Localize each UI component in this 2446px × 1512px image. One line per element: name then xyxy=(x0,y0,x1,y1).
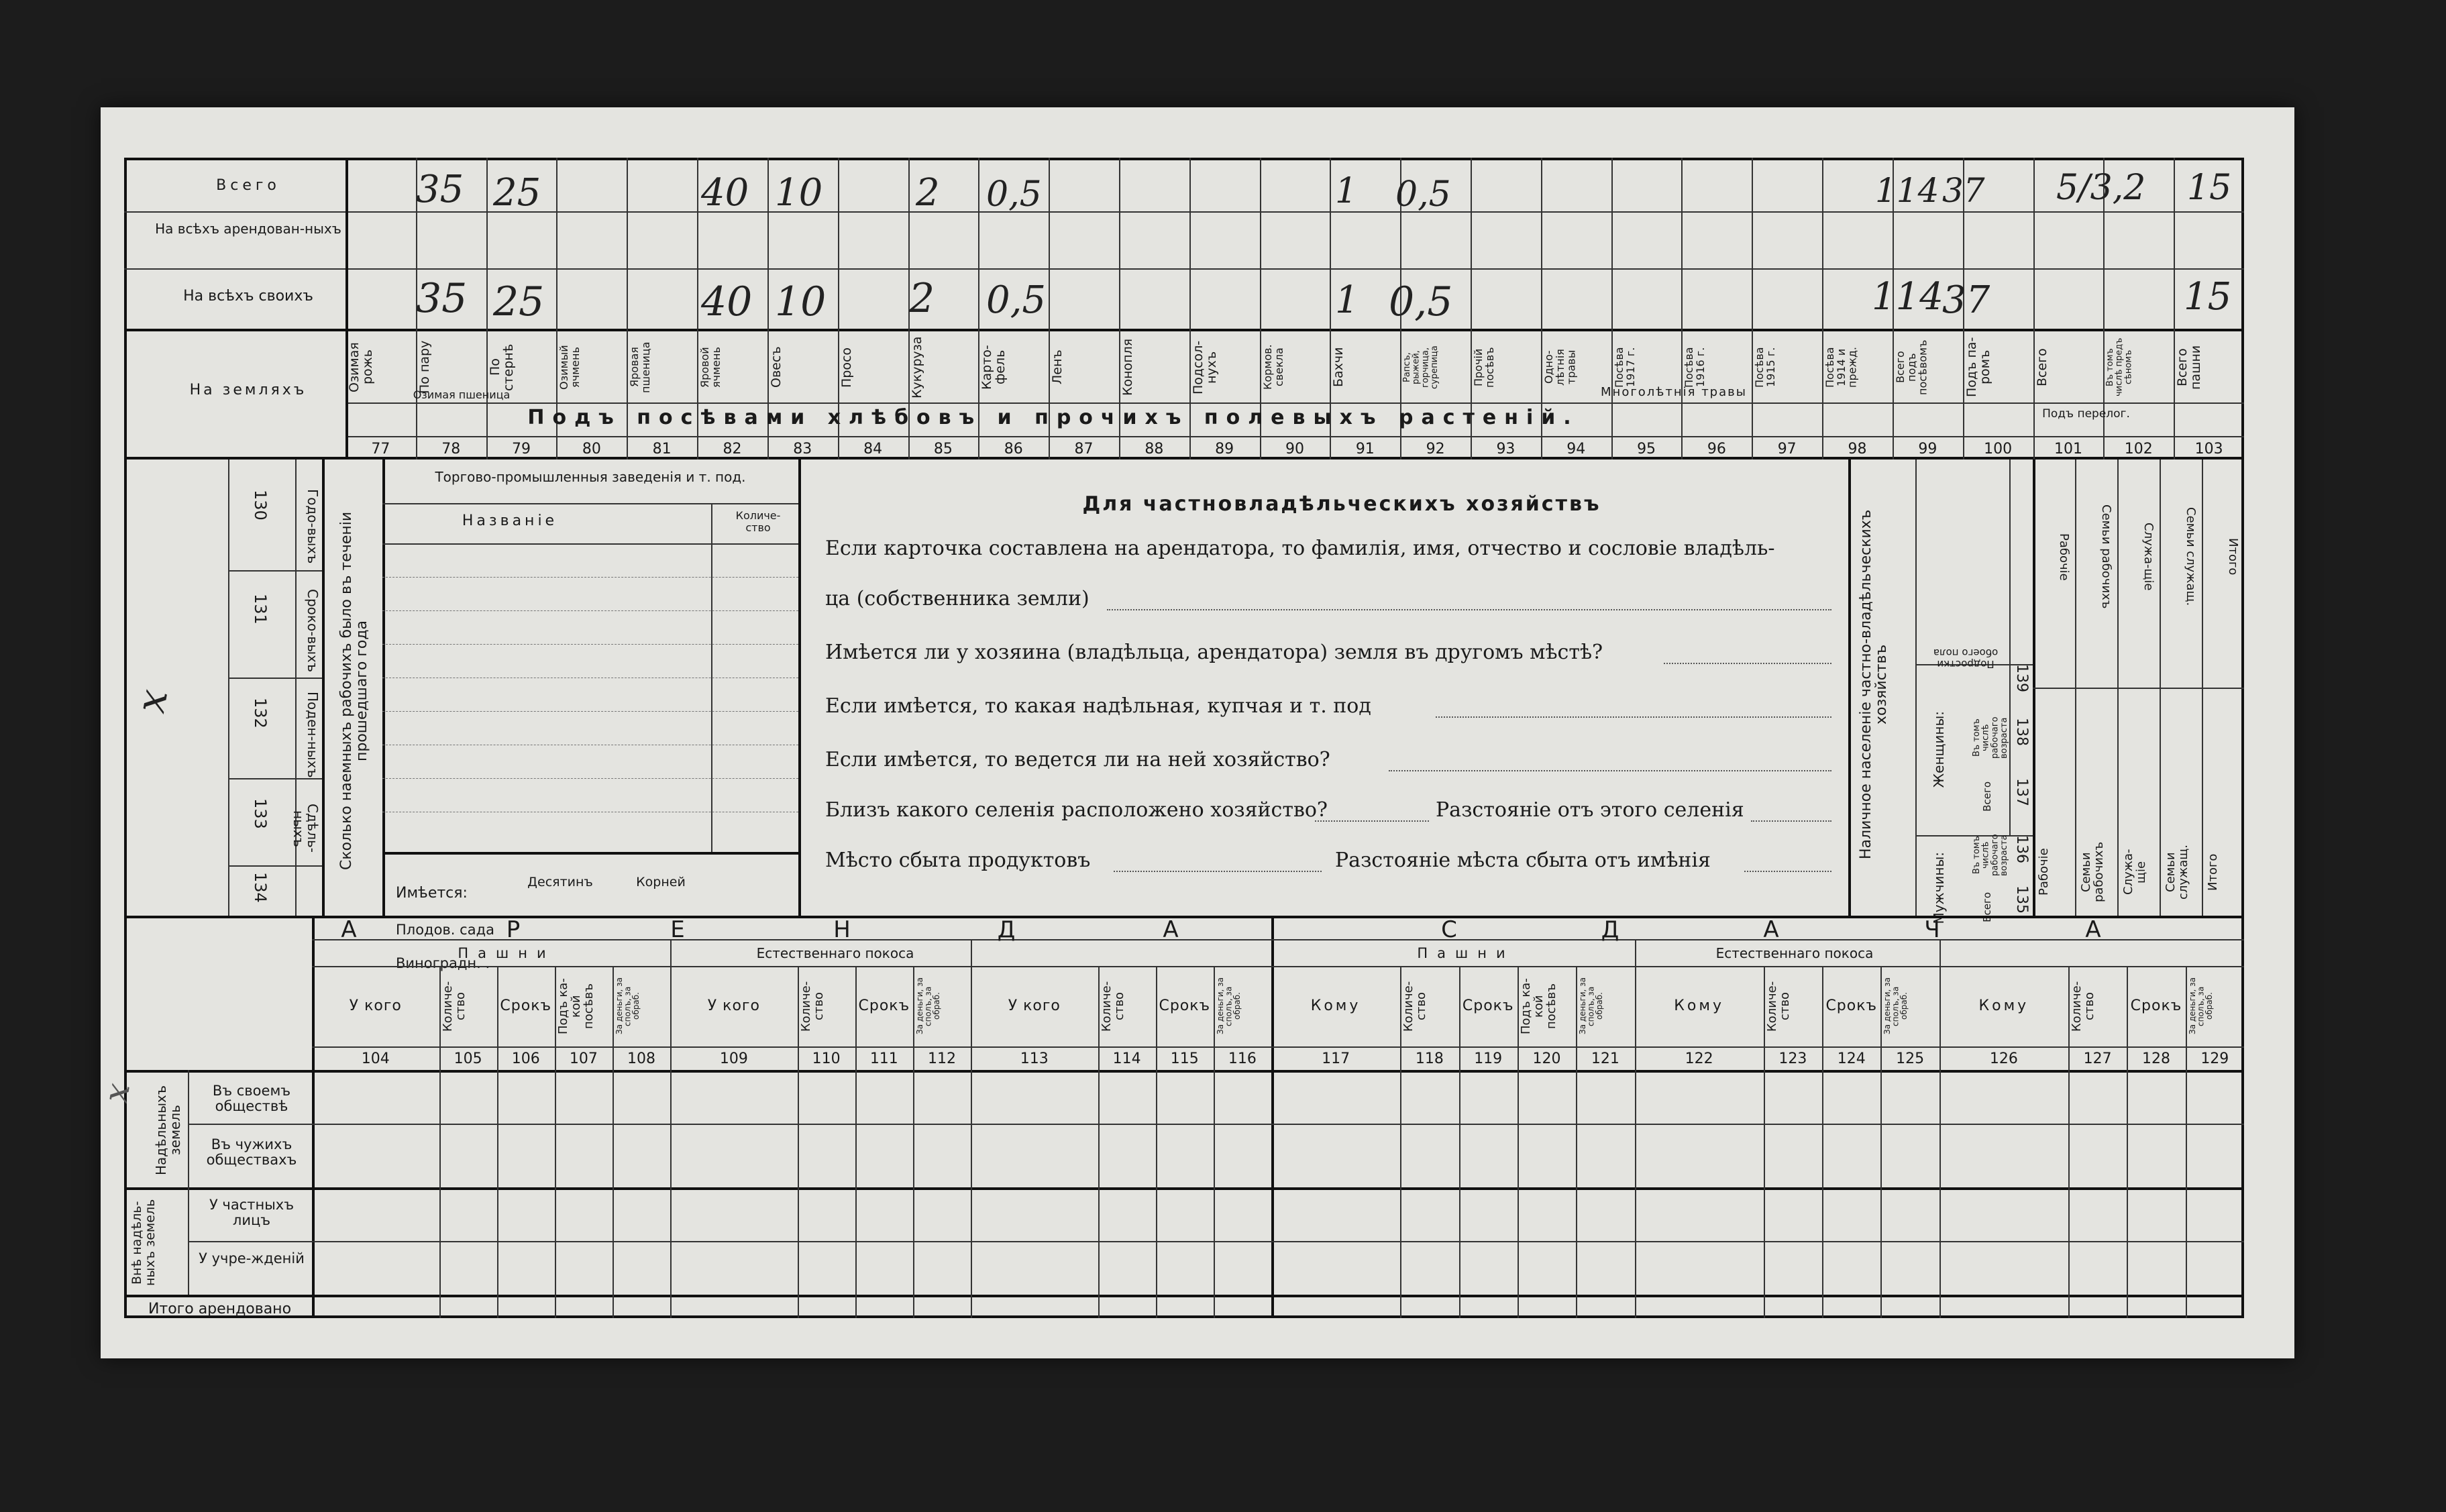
population-num-138: 138 xyxy=(2013,718,2031,746)
lease-col-label: За деньги, за сполъ, за обраб. xyxy=(614,977,641,1035)
hand-total-92: 0,5 xyxy=(1395,174,1451,215)
rule xyxy=(382,503,798,504)
hired-col-num-134: 134 xyxy=(251,872,270,903)
crop-col-label: По стернѣ xyxy=(487,343,516,391)
label-nadel: Надѣльныхъ земель xyxy=(153,1085,183,1175)
lease-col-num: 120 xyxy=(1532,1050,1561,1067)
rule xyxy=(124,268,2244,270)
rule xyxy=(1822,966,1823,1318)
label-non-nadel: Внѣ надѣль-ныхъ земель xyxy=(129,1199,158,1287)
garden-desyatin: Десятинъ xyxy=(527,875,593,889)
sdacha-letter: Ч xyxy=(1924,916,1940,943)
sdacha-pokos: Естественнаго покоса xyxy=(1715,945,1874,961)
pop-col-bottom: Рабочiе xyxy=(2037,848,2051,896)
rule xyxy=(670,939,672,1318)
lease-col-label: Срокъ xyxy=(1462,997,1514,1014)
rule xyxy=(382,610,798,611)
lease-col-num: 108 xyxy=(627,1050,655,1067)
sdacha-pashni: Пашни xyxy=(1417,945,1515,961)
crop-col-num: 79 xyxy=(512,441,531,457)
rule xyxy=(855,966,857,1318)
ozimaya-pshenitsa-label: Озимая пшеница xyxy=(413,388,511,401)
lease-col-num: 104 xyxy=(361,1050,390,1067)
hand-total-78: 25 xyxy=(493,171,541,215)
crop-col-label: Ленъ xyxy=(1050,349,1065,385)
rule xyxy=(382,460,385,916)
rule xyxy=(1822,158,1823,460)
arenda-letter: Р xyxy=(506,916,521,943)
label-other-society: Въ чужихъ обществахъ xyxy=(206,1136,297,1169)
hand-total-86: 0,5 xyxy=(986,174,1042,215)
pop-col-top: Служа-щiе xyxy=(2141,523,2156,591)
private-q6a: Мѣсто сбыта продуктовъ xyxy=(825,849,1091,872)
population-num-137: 137 xyxy=(2013,778,2031,806)
crop-col-num: 95 xyxy=(1637,441,1656,457)
rule xyxy=(1848,460,1851,916)
hand-own-82: 40 xyxy=(701,278,753,325)
lease-col-label: Количе-ство xyxy=(440,981,468,1032)
hand-mark-bottom: x xyxy=(96,1080,138,1105)
hired-col-num-130: 130 xyxy=(251,490,270,521)
garden-roots: Корней xyxy=(636,875,686,889)
row-label-total: Всего xyxy=(216,177,280,194)
lease-col-num: 127 xyxy=(2083,1050,2112,1067)
hand-own-92: 0,5 xyxy=(1389,278,1453,325)
hand-own-77: 35 xyxy=(416,275,468,322)
lease-col-num: 109 xyxy=(719,1050,748,1067)
lease-col-label: У кого xyxy=(707,997,760,1014)
rule xyxy=(228,865,322,867)
crop-col-num: 87 xyxy=(1074,441,1094,457)
trade-col-name: Названiе xyxy=(462,512,558,529)
row-label-lands: На земляхъ xyxy=(189,382,307,398)
crop-col-num: 96 xyxy=(1707,441,1726,457)
crop-col-label: Всего пашни xyxy=(2175,345,2204,390)
lease-col-num: 110 xyxy=(812,1050,841,1067)
rule xyxy=(613,966,614,1318)
population-all-women: Всего xyxy=(1981,781,1993,812)
population-workers-men: Въ томъ числѣ рабочаго возраста xyxy=(1972,834,2009,877)
crop-col-label: Карто-фель xyxy=(979,345,1008,390)
crop-col-label: Рапсъ, рыжей, горчица, сурепица xyxy=(1402,345,1440,389)
dotted-rule xyxy=(1436,716,1831,718)
rule xyxy=(124,1187,2244,1190)
crop-col-label: Бахчи xyxy=(1331,347,1346,388)
crop-col-label: По пару xyxy=(417,340,432,394)
rule xyxy=(382,644,798,645)
lease-col-label: Срокъ xyxy=(1159,997,1211,1014)
label-private-persons: У частныхъ лицъ xyxy=(209,1197,295,1229)
lease-col-num: 113 xyxy=(1020,1050,1049,1067)
crop-col-num: 93 xyxy=(1496,441,1516,457)
lease-col-num: 124 xyxy=(1837,1050,1866,1067)
arenda-letter: Д xyxy=(997,916,1016,943)
crop-col-num: 97 xyxy=(1777,441,1797,457)
lease-col-label: Количе-ство xyxy=(798,981,826,1032)
crop-col-label: Всего подъ посѣвомъ xyxy=(1893,339,1929,395)
hand-total-82: 40 xyxy=(701,171,749,215)
hand-own-86: 0,5 xyxy=(986,278,1047,322)
trade-col-qty: Количе-ство xyxy=(735,509,781,534)
crop-col-label: Озимый ячмень xyxy=(557,345,582,390)
garden-vineyard: Виноградн. . xyxy=(396,955,490,971)
lease-col-num: 122 xyxy=(1685,1050,1713,1067)
rule xyxy=(228,778,322,779)
crop-col-num: 103 xyxy=(2194,441,2223,457)
rule xyxy=(2127,966,2128,1318)
crop-col-num: 77 xyxy=(371,441,390,457)
population-workers-women: Въ томъ числѣ рабочаго возраста xyxy=(1972,716,2009,759)
crop-col-label: Одно-лѣтнiя травы xyxy=(1542,349,1578,386)
lease-col-num: 114 xyxy=(1112,1050,1141,1067)
pop-col-bottom: Итого xyxy=(2206,853,2220,891)
crop-col-num: 84 xyxy=(863,441,883,457)
population-men: Мужчины: xyxy=(1931,852,1947,924)
crop-col-num: 100 xyxy=(1984,441,2013,457)
lease-col-num: 106 xyxy=(511,1050,540,1067)
lease-col-label: Количе-ство xyxy=(2069,981,2096,1032)
hand-own-100: 37 xyxy=(1942,278,1990,322)
crop-col-label: Прочiй посѣвъ xyxy=(1472,347,1496,388)
rule xyxy=(1271,916,1274,1318)
crop-col-num: 102 xyxy=(2124,441,2153,457)
lease-col-num: 112 xyxy=(927,1050,956,1067)
lease-col-label: Срокъ xyxy=(2130,997,2182,1014)
rule xyxy=(1214,966,1215,1318)
lease-col-label: За деньги, за сполъ, за обраб. xyxy=(1882,977,1909,1035)
label-total-rented: Итого арендовано xyxy=(148,1301,292,1317)
row-label-own: На всѣхъ своихъ xyxy=(183,288,313,305)
private-q5a: Близъ какого селенiя расположено хозяйство? xyxy=(825,798,1328,822)
crop-col-label: Кормов. свекла xyxy=(1261,344,1285,390)
crop-col-num: 82 xyxy=(723,441,742,457)
crop-col-label: Посѣва 1915 г. xyxy=(1753,347,1778,388)
rule xyxy=(1939,939,1941,1318)
population-teens: Подростки обоего пола xyxy=(1933,647,1999,670)
arenda-pokos: Естественнаго покоса xyxy=(756,945,914,961)
rule xyxy=(312,1046,2244,1048)
rule xyxy=(345,436,2244,437)
lease-col-label: Количе-ство xyxy=(1764,981,1792,1032)
population-num-135: 135 xyxy=(2013,885,2031,914)
crop-col-label: Подъ па-ромъ xyxy=(1964,337,1992,398)
crop-col-label: Посѣва 1917 г. xyxy=(1612,347,1637,388)
rule xyxy=(382,852,798,855)
hand-own-91: 1 xyxy=(1335,278,1359,322)
hand-total-103: 15 xyxy=(2187,168,2232,208)
rule xyxy=(382,543,798,545)
crop-col-num: 99 xyxy=(1918,441,1937,457)
hired-workers-title: Сколько наемныхъ рабочихъ было въ теченiи прошедшаго года xyxy=(338,511,371,871)
rule xyxy=(295,460,297,916)
hired-col-label-133: Сдѣль-ныхъ xyxy=(290,804,321,853)
hand-total-99: 114 xyxy=(1875,171,1939,210)
private-q5b: Разстоянiе отъ этого селенiя xyxy=(1436,798,1744,822)
rule xyxy=(382,577,798,578)
private-q2: Имѣется ли у хозяина (владѣльца, арендатора) земля въ другомъ мѣстѣ? xyxy=(825,641,1603,664)
rule xyxy=(971,939,972,1318)
population-num-139: 139 xyxy=(2013,664,2031,692)
hand-own-103: 15 xyxy=(2184,275,2232,319)
garden-has: Имѣется: xyxy=(396,885,468,902)
private-q1b: ца (собственника земли) xyxy=(825,587,1089,610)
rule xyxy=(2174,158,2175,460)
hand-total-91: 1 xyxy=(1335,171,1358,211)
crop-col-num: 89 xyxy=(1215,441,1234,457)
rule xyxy=(124,329,2244,331)
rule xyxy=(1156,966,1157,1318)
dotted-rule xyxy=(1389,770,1831,771)
population-all-men: Всего xyxy=(1981,892,1993,922)
pop-col-bottom: Семьи рабочихъ xyxy=(2079,841,2106,903)
crop-col-label: Кукуруза xyxy=(909,336,924,398)
rule xyxy=(124,1070,2244,1073)
dotted-rule xyxy=(1114,871,1322,872)
hand-own-78: 25 xyxy=(493,278,545,325)
rule xyxy=(1880,966,1882,1318)
lease-col-label: Подъ ка-кой посѣвъ xyxy=(555,978,596,1034)
under-sowing-banner: Подъ посѣвами хлѣбовъ и прочихъ полевыхъ растенiй. xyxy=(527,406,1579,429)
lease-col-num: 119 xyxy=(1474,1050,1503,1067)
lease-col-num: 128 xyxy=(2141,1050,2170,1067)
rule xyxy=(322,460,325,916)
hired-col-num-131: 131 xyxy=(251,594,270,625)
rule xyxy=(124,1295,2244,1297)
crop-col-label: Посѣва 1916 г. xyxy=(1683,347,1707,388)
lease-col-num: 116 xyxy=(1228,1050,1257,1067)
crop-col-num: 90 xyxy=(1285,441,1304,457)
dotted-rule xyxy=(1744,871,1831,872)
rule xyxy=(1576,966,1577,1318)
lease-col-num: 126 xyxy=(1989,1050,2018,1067)
rule xyxy=(2009,460,2011,835)
pop-col-top: Семьи рабочихъ xyxy=(2099,504,2113,609)
lease-col-label: Подъ ка-кой посѣвъ xyxy=(1518,978,1558,1034)
private-q1a: Если карточка составлена на арендатора, то фамилiя, имя, отчество и сословiе владѣль- xyxy=(825,537,1775,560)
lease-col-label: Срокъ xyxy=(858,997,910,1014)
rule xyxy=(228,460,229,916)
crop-col-num: 101 xyxy=(2054,441,2082,457)
rule xyxy=(382,778,798,779)
rule xyxy=(124,211,2244,213)
crop-col-num: 78 xyxy=(441,441,461,457)
lease-col-label: Срокъ xyxy=(500,997,552,1014)
rule xyxy=(1635,939,1636,1318)
rule xyxy=(312,939,2244,940)
hand-mark: x xyxy=(127,686,178,716)
mnogoletnie-label: Многолѣтнiя травы xyxy=(1601,385,1747,399)
lease-col-label: За деньги, за сполъ, за обраб. xyxy=(1578,977,1605,1035)
hand-own-99: 114 xyxy=(1872,275,1944,319)
lease-col-label: Количе-ство xyxy=(1099,981,1126,1032)
rule xyxy=(1681,158,1683,460)
crop-col-num: 85 xyxy=(933,441,953,457)
crop-col-num: 86 xyxy=(1004,441,1023,457)
population-title: Наличное населенiе частно-владѣльческихъ хозяйствъ xyxy=(1858,509,1891,859)
rule xyxy=(798,460,801,916)
hired-col-num-132: 132 xyxy=(251,698,270,728)
hand-total-101: 5/3,2 xyxy=(2056,168,2146,208)
lease-col-label: Количе-ство xyxy=(1401,981,1429,1032)
rule xyxy=(913,966,914,1318)
population-num-136: 136 xyxy=(2013,835,2031,863)
rule xyxy=(228,678,322,679)
lease-col-label: Срокъ xyxy=(1825,997,1878,1014)
sdacha-letter: С xyxy=(1441,916,1457,943)
sdacha-letter: А xyxy=(2085,916,2101,943)
crop-col-num: 91 xyxy=(1355,441,1375,457)
crop-col-label: Озимая рожь xyxy=(347,342,375,392)
crop-col-label: Овесъ xyxy=(768,346,784,388)
crop-col-label: Подсол-нухъ xyxy=(1190,340,1219,394)
private-title: Для частновладѣльческихъ хозяйствъ xyxy=(1082,492,1601,516)
rule xyxy=(312,966,2244,967)
lease-col-num: 125 xyxy=(1896,1050,1925,1067)
rule xyxy=(2186,966,2187,1318)
crop-col-label: Конопля xyxy=(1120,338,1135,396)
rule xyxy=(228,570,322,572)
garden-orchard: Плодов. сада xyxy=(396,922,494,938)
pop-col-bottom: Семьи служащ. xyxy=(2164,845,2190,900)
trade-title: Торгово-промышленныя заведенiя и т. под. xyxy=(435,469,746,485)
hired-col-label-132: Поден-ныхъ xyxy=(305,691,321,778)
rule xyxy=(1915,460,1917,916)
sdacha-letter: А xyxy=(1763,916,1779,943)
rule xyxy=(2033,688,2244,689)
lease-col-num: 129 xyxy=(2200,1050,2229,1067)
crop-col-num: 81 xyxy=(652,441,672,457)
lease-col-num: 118 xyxy=(1415,1050,1444,1067)
arenda-letter: А xyxy=(1163,916,1179,943)
arenda-letter: Н xyxy=(833,916,851,943)
pop-col-top: Итого xyxy=(2226,538,2240,576)
arenda-letter: А xyxy=(341,916,357,943)
crop-col-num: 80 xyxy=(582,441,601,457)
lease-col-num: 115 xyxy=(1170,1050,1199,1067)
hired-col-label-130: Годо-выхъ xyxy=(305,489,321,564)
rule xyxy=(345,402,2244,404)
pop-col-top: Семьи служащ. xyxy=(2184,507,2198,606)
arenda-pashni: Пашни xyxy=(458,945,555,961)
dotted-rule xyxy=(1664,663,1831,664)
hired-col-num-133: 133 xyxy=(251,798,270,829)
crop-col-num: 88 xyxy=(1145,441,1164,457)
row-label-rented: На всѣхъ арендован-ныхъ xyxy=(155,221,341,237)
hand-own-85: 2 xyxy=(909,275,935,322)
lease-col-label: Кому xyxy=(1978,997,2029,1014)
private-q4: Если имѣется, то ведется ли на ней хозяйство? xyxy=(825,748,1330,771)
rule xyxy=(345,158,348,460)
arenda-letter: Е xyxy=(670,916,685,943)
crop-col-label: Всего xyxy=(2034,348,2050,386)
crop-col-label: Просо xyxy=(839,347,854,388)
lease-col-num: 117 xyxy=(1322,1050,1350,1067)
lease-col-num: 111 xyxy=(869,1050,898,1067)
rule xyxy=(1459,966,1460,1318)
pod-perelog-label: Подъ перелог. xyxy=(2042,407,2130,421)
crop-col-label: Посѣва 1914 и прежд. xyxy=(1823,346,1859,388)
hand-total-100: 37 xyxy=(1942,171,1985,210)
private-q6b: Разстоянiе мѣста сбыта отъ имѣнiя xyxy=(1335,849,1711,872)
crop-col-num: 94 xyxy=(1566,441,1586,457)
lease-col-label: За деньги, за сполъ, за обраб. xyxy=(914,977,942,1035)
rule xyxy=(1752,158,1753,460)
pop-col-bottom: Служа-щiе xyxy=(2121,849,2148,896)
dotted-rule xyxy=(1751,820,1831,822)
crop-col-num: 92 xyxy=(1426,441,1445,457)
lease-col-label: За деньги, за сполъ, за обраб. xyxy=(1215,977,1242,1035)
rule xyxy=(382,711,798,712)
lease-col-label: Кому xyxy=(1674,997,1724,1014)
lease-col-num: 105 xyxy=(454,1050,482,1067)
sdacha-letter: Д xyxy=(1601,916,1619,943)
census-card xyxy=(96,107,2294,1358)
hand-total-85: 2 xyxy=(916,171,940,215)
lease-col-label: За деньги, за сполъ, за обраб. xyxy=(2187,977,2214,1035)
hand-total-77: 35 xyxy=(416,168,464,211)
pop-col-top: Рабочiе xyxy=(2057,533,2071,581)
lease-col-num: 107 xyxy=(569,1050,598,1067)
rule xyxy=(497,966,498,1318)
hand-total-83: 10 xyxy=(775,171,823,215)
dotted-rule xyxy=(1315,820,1429,822)
dotted-rule xyxy=(1107,609,1831,610)
lease-col-num: 121 xyxy=(1591,1050,1619,1067)
lease-col-label: Кому xyxy=(1310,997,1361,1014)
private-q3: Если имѣется, то какая надѣльная, купчая и т. под xyxy=(825,694,1371,718)
crop-col-label: Яровая пшеница xyxy=(628,341,653,393)
crop-col-num: 83 xyxy=(793,441,812,457)
crop-col-num: 98 xyxy=(1848,441,1867,457)
label-institutions: У учре-жденiй xyxy=(199,1250,305,1266)
crop-col-label: Въ томъ числѣ предъ сѣномъ xyxy=(2105,337,2134,397)
lease-col-label: У кого xyxy=(349,997,402,1014)
hired-col-label-131: Сроко-выхъ xyxy=(305,589,321,672)
crop-col-label: Яровой ячмень xyxy=(698,347,723,388)
population-women: Женщины: xyxy=(1931,711,1947,788)
rule xyxy=(188,1070,189,1295)
lease-col-num: 123 xyxy=(1778,1050,1807,1067)
label-own-society: Въ своемъ обществѣ xyxy=(212,1083,291,1115)
lease-col-label: У кого xyxy=(1008,997,1061,1014)
rule xyxy=(312,916,315,1318)
hand-own-83: 10 xyxy=(775,278,827,325)
